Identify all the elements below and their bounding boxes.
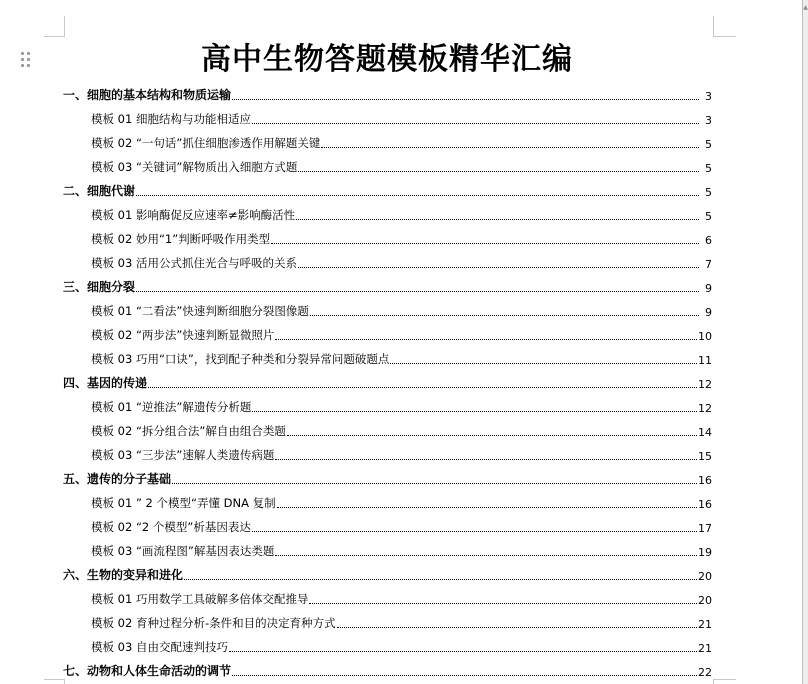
toc-entry-text: 模板 02 “两步法”快速判断显微照片	[91, 328, 275, 342]
toc-template-entry[interactable]	[63, 345, 712, 369]
toc-entry-text: 模板 03 自由交配速判技巧	[91, 640, 228, 654]
toc-entry-text: 模板 03 “画流程图”解基因表达类题	[91, 544, 275, 558]
toc-entry-text: 模板 03 巧用“口诀”，找到配子种类和分裂异常问题破题点	[91, 352, 390, 366]
toc-entry-text: 模板 02 妙用“1”判断呼吸作用类型	[91, 232, 271, 246]
toc-template-entry[interactable]	[63, 417, 712, 441]
table-of-contents	[63, 81, 712, 681]
toc-page-number: 21	[698, 618, 712, 631]
toc-entry-text: 模板 03 活用公式抓住光合与呼吸的关系	[91, 256, 297, 270]
toc-page-number: 19	[698, 546, 712, 559]
toc-page-number: 3	[705, 90, 712, 103]
toc-page-number: 20	[698, 570, 712, 583]
toc-template-entry[interactable]	[63, 249, 712, 273]
toc-dot-leader	[277, 507, 697, 508]
toc-chapter-entry[interactable]	[63, 465, 712, 489]
toc-template-entry[interactable]	[63, 537, 712, 561]
toc-chapter-entry[interactable]	[63, 177, 712, 201]
toc-page-number: 5	[705, 162, 712, 175]
toc-entry-text: 一、细胞的基本结构和物质运输	[63, 88, 232, 102]
toc-page-number: 20	[698, 594, 712, 607]
toc-dot-leader	[298, 171, 699, 172]
toc-dot-leader	[271, 243, 699, 244]
toc-dot-leader	[229, 651, 697, 652]
toc-dot-leader	[298, 267, 699, 268]
toc-chapter-entry[interactable]	[63, 81, 712, 105]
toc-entry-text: 模板 02 “一句话”抓住细胞渗透作用解题关键	[91, 136, 321, 150]
toc-entry-text: 七、动物和人体生命活动的调节	[63, 664, 232, 678]
document-title: 高中生物答题模板精华汇编	[201, 42, 573, 77]
toc-dot-leader	[275, 339, 697, 340]
toc-template-entry[interactable]	[63, 609, 712, 633]
toc-page-number: 9	[705, 306, 712, 319]
toc-page-number: 5	[705, 186, 712, 199]
toc-template-entry[interactable]	[63, 225, 712, 249]
toc-template-entry[interactable]	[63, 513, 712, 537]
toc-entry-text: 模板 01 “二看法”快速判断细胞分裂图像题	[91, 304, 309, 318]
toc-page-number: 11	[698, 354, 712, 367]
toc-page-number: 10	[698, 330, 712, 343]
toc-entry-text: 五、遗传的分子基础	[63, 472, 172, 486]
toc-dot-leader	[275, 459, 697, 460]
toc-dot-leader	[232, 99, 699, 100]
toc-dot-leader	[321, 147, 699, 148]
toc-entry-text: 模板 03 “关键词”解物质出入细胞方式题	[91, 160, 298, 174]
toc-dot-leader	[287, 435, 697, 436]
toc-entry-text: 模板 03 “三步法”速解人类遗传病题	[91, 448, 275, 462]
toc-entry-text: 模板 01 “逆推法”解遗传分析题	[91, 400, 252, 414]
toc-page-number: 12	[698, 378, 712, 391]
toc-dot-leader	[252, 123, 699, 124]
toc-template-entry[interactable]	[63, 201, 712, 225]
toc-template-entry[interactable]	[63, 153, 712, 177]
toc-dot-leader	[252, 411, 697, 412]
toc-page-number: 9	[705, 282, 712, 295]
toc-entry-text: 模板 01 巧用数学工具破解多倍体交配推导	[91, 592, 309, 606]
margin-corner-bottom-right	[713, 679, 736, 684]
toc-dot-leader	[309, 603, 697, 604]
toc-page-number: 21	[698, 642, 712, 655]
toc-dot-leader	[172, 483, 697, 484]
toc-page-number: 5	[705, 138, 712, 151]
scroll-up-icon[interactable]: ▲	[803, 4, 808, 11]
toc-page-number: 14	[698, 426, 712, 439]
toc-template-entry[interactable]	[63, 321, 712, 345]
toc-dot-leader	[232, 675, 697, 676]
toc-page-number: 3	[705, 114, 712, 127]
toc-page-number: 16	[698, 474, 712, 487]
toc-template-entry[interactable]	[63, 585, 712, 609]
toc-template-entry[interactable]	[63, 393, 712, 417]
toc-dot-leader	[390, 363, 697, 364]
toc-template-entry[interactable]	[63, 489, 712, 513]
toc-dot-leader	[136, 195, 699, 196]
toc-entry-text: 三、细胞分裂	[63, 280, 136, 294]
toc-template-entry[interactable]	[63, 297, 712, 321]
toc-entry-text: 模板 02 “拆分组合法”解自由组合类题	[91, 424, 286, 438]
toc-dot-leader	[296, 219, 699, 220]
margin-corner-top-right	[713, 16, 736, 37]
toc-dot-leader	[136, 291, 699, 292]
vertical-scrollbar[interactable]	[803, 0, 808, 684]
toc-dot-leader	[184, 579, 697, 580]
toc-dot-leader	[148, 387, 697, 388]
toc-dot-leader	[337, 627, 697, 628]
toc-entry-text: 二、细胞代谢	[63, 184, 136, 198]
toc-dot-leader	[310, 315, 699, 316]
toc-page-number: 17	[698, 522, 712, 535]
toc-entry-text: 模板 01 影响酶促反应速率≠影响酶活性	[91, 208, 296, 222]
toc-chapter-entry[interactable]	[63, 369, 712, 393]
toc-page-number: 12	[698, 402, 712, 415]
toc-template-entry[interactable]	[63, 441, 712, 465]
toc-chapter-entry[interactable]	[63, 561, 712, 585]
toc-page-number: 7	[705, 258, 712, 271]
toc-chapter-entry[interactable]	[63, 657, 712, 681]
toc-page-number: 22	[698, 666, 712, 679]
toc-entry-text: 模板 02 “2 个模型”析基因表达	[91, 520, 251, 534]
drag-handle-icon[interactable]	[20, 51, 32, 67]
toc-entry-text: 模板 02 育种过程分析-条件和目的决定育种方式	[91, 616, 336, 630]
toc-template-entry[interactable]	[63, 129, 712, 153]
toc-dot-leader	[275, 555, 697, 556]
toc-entry-text: 四、基因的传递	[63, 376, 148, 390]
toc-template-entry[interactable]	[63, 105, 712, 129]
toc-dot-leader	[252, 531, 697, 532]
toc-template-entry[interactable]	[63, 633, 712, 657]
toc-page-number: 15	[698, 450, 712, 463]
toc-entry-text: 模板 01 ” 2 个模型“弄懂 DNA 复制	[91, 496, 276, 510]
toc-entry-text: 六、生物的变异和进化	[63, 568, 184, 582]
toc-page-number: 5	[705, 210, 712, 223]
toc-page-number: 16	[698, 498, 712, 511]
margin-corner-top-left	[44, 16, 65, 37]
toc-entry-text: 模板 01 细胞结构与功能相适应	[91, 112, 251, 126]
toc-chapter-entry[interactable]	[63, 273, 712, 297]
toc-page-number: 6	[705, 234, 712, 247]
margin-corner-bottom-left	[44, 679, 65, 684]
